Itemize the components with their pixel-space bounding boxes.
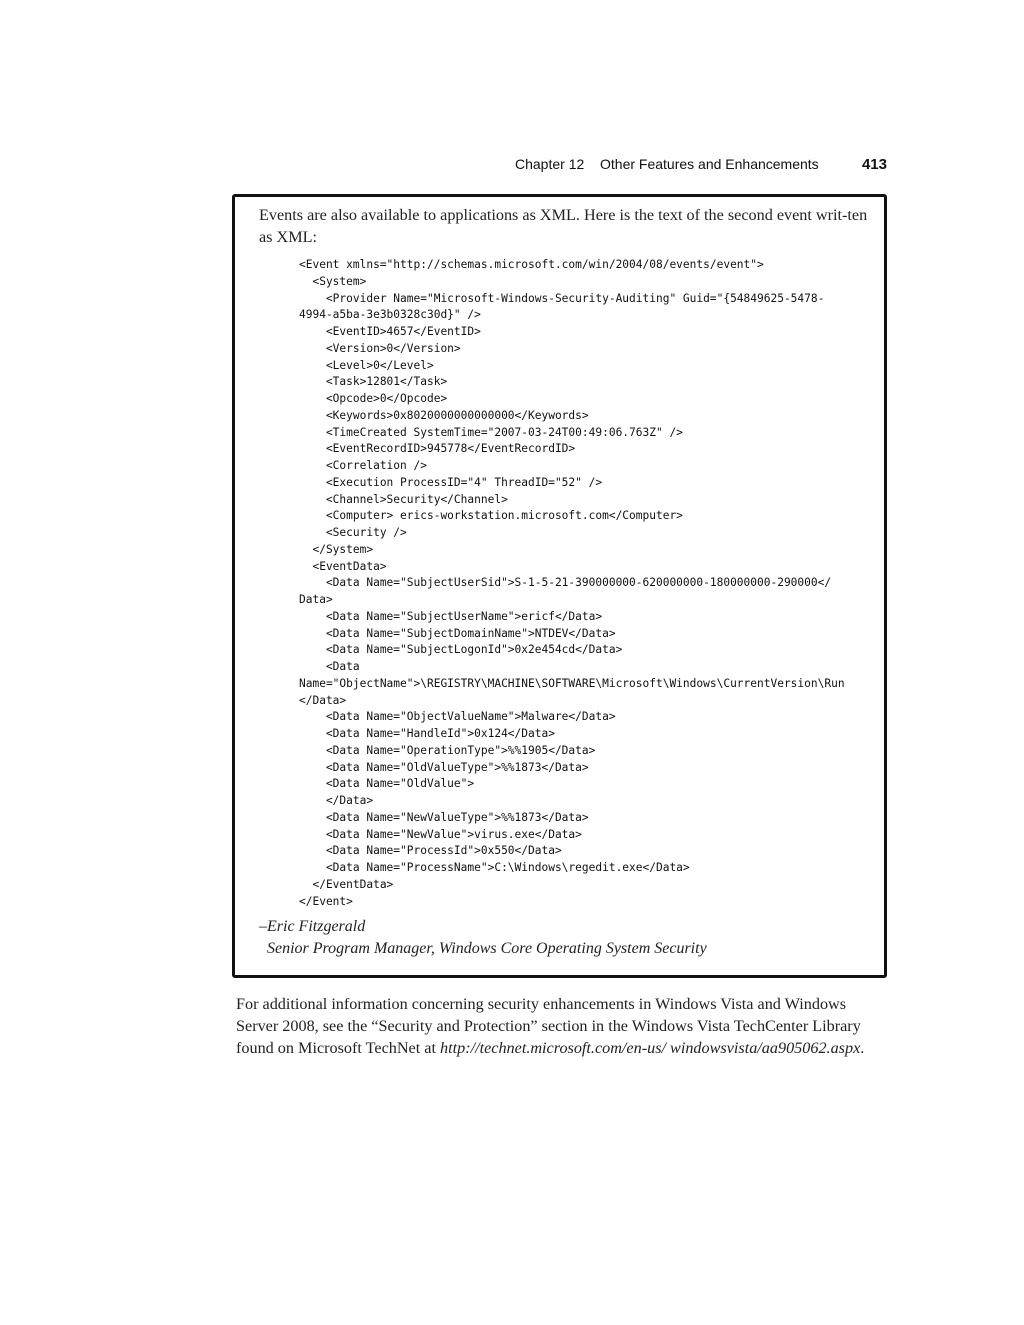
xml-code-listing <box>299 257 879 910</box>
body-text: For additional information concerning security enhancements in Windows Vista and Windows Server 2008, see the “Security and Protection” section in the Windows Vista TechCenter Library found on Microsoft TechNet at <box>236 995 861 1057</box>
attribution <box>259 916 869 960</box>
running-head <box>515 156 887 176</box>
code-line: <Data Name="HandleId">0x124</Data> <box>299 727 555 740</box>
page-number: 413 <box>861 156 887 173</box>
attribution-name: –Eric Fitzgerald <box>259 918 366 935</box>
code-line: <Data Name="OperationType">%%1905</Data> <box>299 743 596 757</box>
code-line: <Data Name="ObjectValueName">Malware</Data> <box>299 710 616 724</box>
code-line: <Data Name="OldValue"> <box>299 777 475 791</box>
code-line: <Opcode>0</Opcode> <box>299 392 448 405</box>
code-line: </Event> <box>299 894 353 908</box>
code-line: Name="ObjectName">\REGISTRY\MACHINE\SOFTWARE\Microsoft\Windows\CurrentVersion\Run <box>299 676 845 690</box>
code-line: <Version>0</Version> <box>299 341 461 355</box>
code-line: <Data Name="SubjectUserSid">S-1-5-21-390000000-620000000-180000000-290000</ <box>299 576 832 590</box>
code-line: <TimeCreated SystemTime="2007-03-24T00:49:06.763Z" /> <box>299 425 683 439</box>
attribution-role: Senior Program Manager, Windows Core Operating System Security <box>267 940 707 957</box>
code-line: <Task>12801</Task> <box>299 375 448 389</box>
code-line: <Data Name="SubjectDomainName">NTDEV</Data> <box>299 626 616 640</box>
code-line: <EventRecordID>945778</EventRecordID> <box>299 442 576 456</box>
code-line: <Data <box>299 660 360 673</box>
code-line: <Data Name="NewValue">virus.exe</Data> <box>299 827 582 841</box>
code-line: </System> <box>299 542 374 556</box>
code-line: <Data Name="SubjectUserName">ericf</Data> <box>299 609 603 623</box>
code-line: <Data Name="ProcessName">C:\Windows\regedit.exe</Data> <box>299 861 690 874</box>
code-line: <Execution ProcessID="4" ThreadID="52" /> <box>299 475 603 489</box>
code-line: <Data Name="NewValueType">%%1873</Data> <box>299 810 589 824</box>
code-line: <Correlation /> <box>299 459 427 472</box>
code-line: Data> <box>299 593 333 606</box>
body-text-end: . <box>860 1039 865 1057</box>
code-line: </Data> <box>299 693 347 707</box>
code-line: <Security /> <box>299 526 407 539</box>
code-line: <Computer> erics-workstation.microsoft.com</Computer> <box>299 509 683 523</box>
chapter-label: Chapter 12 <box>515 156 585 172</box>
code-line: <Data Name="OldValueType">%%1873</Data> <box>299 760 589 774</box>
code-line: <Data Name="ProcessId">0x550</Data> <box>299 844 562 858</box>
code-line: <EventID>4657</EventID> <box>299 325 481 338</box>
code-line: <EventData> <box>299 559 387 573</box>
body-paragraph <box>236 993 866 1059</box>
code-line: <Level>0</Level> <box>299 358 434 372</box>
chapter-title: Other Features and Enhancements <box>600 156 819 172</box>
technet-link[interactable]: http://technet.microsoft.com/en-us/ windowsvista/aa905062.aspx <box>440 1039 861 1057</box>
code-line: <Channel>Security</Channel> <box>299 492 508 506</box>
code-line: </Data> <box>299 794 374 807</box>
code-line: 4994-a5ba-3e3b0328c30d}" /> <box>299 308 481 322</box>
code-line: <Provider Name="Microsoft-Windows-Security-Auditing" Guid="{54849625-5478- <box>299 291 825 305</box>
code-line: <System> <box>299 274 367 288</box>
code-line: <Keywords>0x8020000000000000</Keywords> <box>299 408 589 422</box>
code-line: </EventData> <box>299 877 394 891</box>
code-line: <Event xmlns="http://schemas.microsoft.com/win/2004/08/events/event"> <box>299 258 764 271</box>
code-line: <Data Name="SubjectLogonId">0x2e454cd</Data> <box>299 643 623 657</box>
sidebar-box <box>232 194 887 978</box>
sidebar-intro: Events are also available to applications as XML. Here is the text of the second event writ-ten as XML: <box>259 206 868 246</box>
